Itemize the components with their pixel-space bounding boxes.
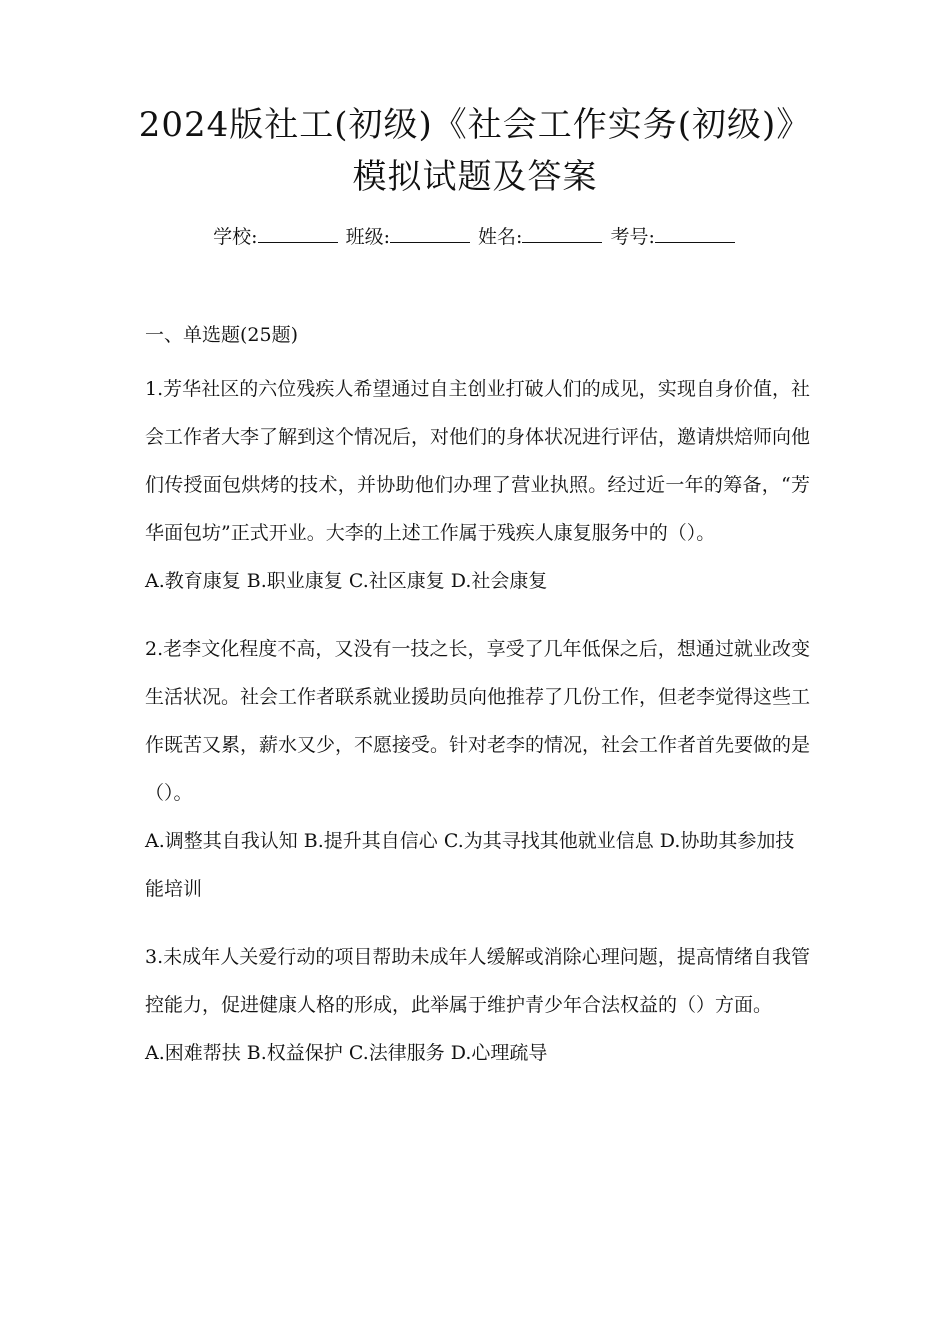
document-body (145, 317, 810, 1097)
section-heading: 一、单选题(25题) (145, 324, 299, 346)
name-blank[interactable] (522, 220, 602, 243)
school-blank[interactable] (258, 220, 338, 243)
question-stem: 1.芳华社区的六位残疾人希望通过自主创业打破人们的成见，实现自身价值，社会工作者大李了解到这个情况后，对他们的身体状况进行评估，邀请烘焙师向他们传授面包烘烤的技术，并协助他们办理了营业执照。经过近一年的筹备，“芳华面包坊”正式开业。大李的上述工作属于残疾人康复服务中的（）。 (145, 378, 811, 544)
class-label: 班级: (345, 226, 390, 248)
question-stem: 2.老李文化程度不高，又没有一技之长，享受了几年低保之后，想通过就业改变生活状况。社会工作者联系就业援助员向他推荐了几份工作，但老李觉得这些工作既苦又累，薪水又少，不愿接受。针对老李的情况，社会工作者首先要做的是（）。 (145, 638, 811, 804)
school-label: 学校: (213, 226, 258, 248)
question-options: A.教育康复 B.职业康复 C.社区康复 D.社会康复 (145, 570, 548, 592)
question-item (145, 933, 810, 1077)
question-options: A.调整其自我认知 B.提升其自信心 C.为其寻找其他就业信息 D.协助其参加技能培训 (145, 830, 795, 900)
name-field (478, 220, 604, 254)
question-options: A.困难帮扶 B.权益保护 C.法律服务 D.心理疏导 (145, 1042, 548, 1064)
class-blank[interactable] (390, 220, 470, 243)
document-title-line1: 2024版社工(初级)《社会工作实务(初级)》 (138, 105, 812, 145)
class-field (346, 220, 472, 254)
question-stem: 3.未成年人关爱行动的项目帮助未成年人缓解或消除心理问题，提高情绪自我管控能力，促进健康人格的形成，此举属于维护青少年合法权益的（）方面。 (145, 946, 810, 1016)
exam-number-label: 考号: (610, 226, 655, 248)
exam-number-blank[interactable] (655, 220, 735, 243)
name-label: 姓名: (478, 226, 523, 248)
exam-number-field (610, 220, 736, 254)
question-item (145, 625, 810, 913)
question-item (145, 365, 810, 605)
document-title-line2: 模拟试题及答案 (352, 157, 598, 197)
school-field (213, 220, 339, 254)
student-info-row (0, 220, 950, 254)
